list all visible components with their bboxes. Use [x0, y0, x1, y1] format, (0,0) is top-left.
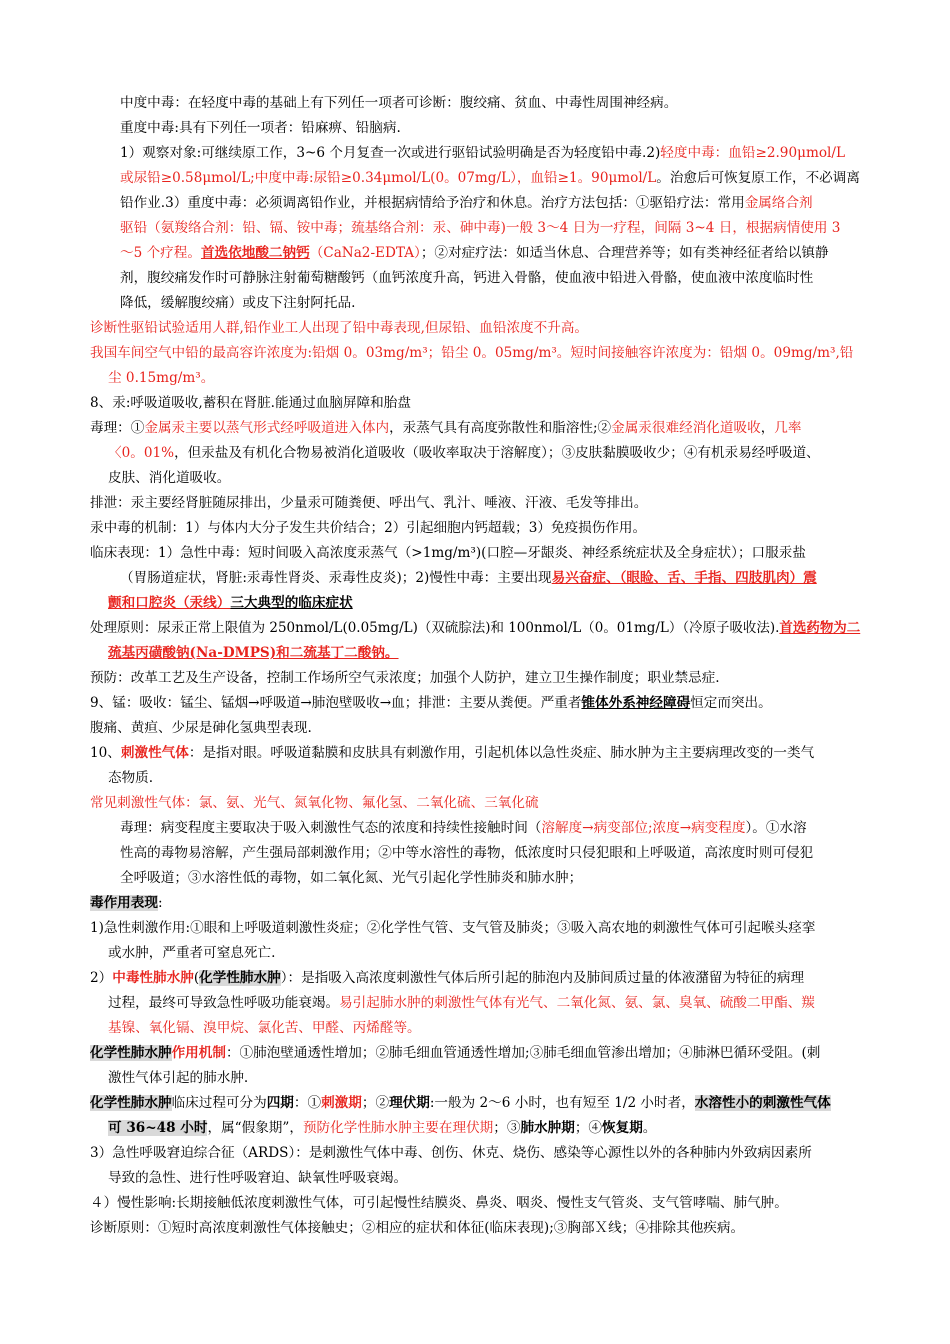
text-segment: 我国车间空气中铅的最高容许浓度为:铅烟 0。03mg/m³；铅尘 0。05mg/m³。短时间接触容许浓度为：铅烟 0。09mg/m³,铅	[90, 345, 854, 361]
text-line	[90, 894, 163, 912]
text-segment: 。治愈后可恢复原工作，不必调离	[656, 170, 860, 186]
text-segment: 激性气体引起的肺水肿.	[108, 1070, 249, 1086]
text-segment: 三大典型的临床症状	[230, 595, 353, 611]
text-segment: (	[193, 970, 200, 986]
text-segment: 9、锰：吸收：锰尘、锰烟→呼吸道→肺泡壁吸收→血；排泄：主要从粪便。严重者	[90, 695, 582, 711]
text-segment: 过程，最终可导致急性呼吸功能衰竭。	[108, 995, 340, 1011]
text-line	[120, 269, 813, 287]
text-line	[90, 694, 772, 712]
text-line	[120, 869, 582, 887]
text-segment: 刺激性气体	[120, 745, 189, 761]
text-segment: :	[157, 895, 163, 911]
text-segment: 降低，缓解腹绞痛）或皮下注射阿托品.	[120, 295, 356, 311]
text-segment: 尘 0.15mg/m³。	[108, 370, 215, 386]
text-segment: 基镍、氧化镉、溴甲烷、氯化苦、甲醛、丙烯醛等。	[108, 1020, 421, 1036]
text-segment: ：①肺泡壁通透性增加；②肺毛细血管通透性增加;③肺毛细血管渗出增加；④肺淋巴循环受阻。(刺	[225, 1045, 821, 1061]
text-segment: 恢复期	[602, 1120, 643, 1136]
text-line	[90, 619, 860, 637]
text-segment: 水溶性小的刺激性气体	[694, 1095, 831, 1111]
text-line	[120, 844, 813, 862]
text-segment: 导致的急性、进行性呼吸窘迫、缺氧性呼吸衰竭。	[108, 1170, 408, 1186]
text-segment: ，但汞盐及有机化合物易被消化道吸收（吸收率取决于溶解度）；③皮肤黏膜吸收少；④有机汞易经呼吸道、	[174, 445, 820, 461]
text-segment: 易兴奋症、（眼睑、舌、手指、四肢肌肉）震	[551, 570, 817, 586]
text-line	[108, 1169, 407, 1187]
text-segment: 剂，腹绞痛发作时可静脉注射葡萄糖酸钙（血钙浓度升高，钙进入骨骼，使血液中铅进入骨骼，使血液中浓度临时性	[120, 270, 814, 286]
text-segment: ；②对症疗法：如适当休息、合理营养等；如有类神经征者给以镇静	[420, 245, 829, 261]
text-segment: 皮肤、消化道吸收。	[108, 470, 231, 486]
text-segment: 排泄：汞主要经肾脏随尿排出，少量汞可随粪便、呼出气、乳汁、唾液、汗液、毛发等排出。	[90, 495, 648, 511]
text-segment: 诊断原则：①短时高浓度刺激性气体接触史；②相应的症状和体征(临床表现);③胸部Ｘ线；④排除其他疾病。	[90, 1220, 745, 1236]
text-segment: 常见刺激性气体：氯、氨、光气、氮氧化物、氟化氢、二氧化硫、三氧化硫	[90, 795, 539, 811]
text-segment: 临床表现：1）急性中毒：短时间吸入高浓度汞蒸气（>1mg/m³)(口腔—牙龈炎、神经系统症状及全身症状）；口服汞盐	[90, 545, 806, 561]
text-line	[120, 169, 860, 187]
text-segment: 。	[642, 1120, 657, 1136]
text-segment: 金属汞主要以蒸气形式经呼吸道进入体内	[144, 420, 390, 436]
text-segment: ：①	[293, 1095, 322, 1111]
text-line	[120, 94, 677, 112]
text-line	[120, 819, 807, 837]
text-line	[108, 369, 214, 387]
text-line	[90, 719, 312, 737]
text-segment: ）。①水溶	[745, 820, 807, 836]
text-segment: ：是指对眼。呼吸道黏膜和皮肤具有刺激作用，引起机体以急性炎症、肺水肿为主主要病理改变的一类气	[188, 745, 815, 761]
text-segment: 2）	[90, 970, 113, 986]
text-line	[120, 194, 813, 212]
text-segment: 诊断性驱铅试验适用人群,铅作业工人出现了铅中毒表现,但尿铅、血铅浓度不升高。	[90, 320, 589, 336]
text-line	[120, 569, 817, 587]
text-line	[90, 394, 411, 412]
text-line	[90, 544, 806, 562]
text-segment: 化学性肺水肿	[90, 1045, 172, 1061]
text-segment: ４）慢性影响:长期接触低浓度刺激性气体，可引起慢性结膜炎、鼻炎、咽炎、慢性支气管炎、支气管哮喘、肺气肿。	[90, 1195, 788, 1211]
text-segment: 肺水肿期	[520, 1120, 575, 1136]
text-segment: ～5 个疗程。	[120, 245, 201, 261]
text-segment: 重度中毒:具有下列任一项者：铅麻痹、铅脑病.	[120, 120, 401, 136]
text-segment: ，属“假象期”，	[207, 1120, 303, 1136]
text-segment: ；②	[361, 1095, 390, 1111]
text-segment: 四期	[266, 1095, 294, 1111]
text-line	[90, 1219, 744, 1237]
text-segment: ，	[760, 420, 775, 436]
text-segment: 毒理：病变程度主要取决于吸入刺激性气态的浓度和持续性接触时间（	[120, 820, 542, 836]
text-line	[90, 1194, 788, 1212]
text-line	[90, 1044, 820, 1062]
text-line	[90, 919, 815, 937]
text-segment: 处理原则：尿汞正常上限值为 250nmol/L(0.05mg/L)（双硫腙法)和 100nmol/L（0。01mg/L）（冷原子吸收法).	[90, 620, 780, 636]
text-segment: 毒理：①	[90, 420, 145, 436]
text-segment: 化学性肺水肿	[90, 1095, 172, 1111]
text-segment: 中毒性肺水肿	[112, 970, 194, 986]
text-segment: （胃肠道症状，肾脏:汞毒性肾炎、汞毒性皮炎)；2)慢性中毒：主要出现	[120, 570, 552, 586]
text-line	[90, 319, 588, 337]
text-segment: 作用机制	[171, 1045, 226, 1061]
text-line	[108, 469, 230, 487]
text-segment: :一般为 2～6 小时，也有短至 1/2 小时者，	[429, 1095, 695, 1111]
text-segment: 1）观察对象:可继续原工作，3~6 个月复查一次或进行驱铅试验明确是否为轻度铅中毒.2)	[120, 145, 661, 161]
text-segment: 刺激期	[321, 1095, 362, 1111]
text-segment: 8、汞:呼吸道吸收,蓄积在肾脏.能通过血脑屏障和胎盘	[90, 395, 411, 411]
text-segment: ）：是指吸入高浓度刺激性气体后所引起的肺泡内及肺间质过量的体液潴留为特征的病理	[280, 970, 805, 986]
text-line	[120, 294, 355, 312]
text-line	[108, 1119, 656, 1137]
text-line	[120, 119, 401, 137]
text-segment: 毒作用表现	[90, 895, 158, 911]
text-line	[108, 994, 815, 1012]
text-segment: 预防：改革工艺及生产设备，控制工作场所空气汞浓度；加强个人防护，建立卫生操作制度；职业禁忌症.	[90, 670, 720, 686]
text-segment: 轻度中毒：血铅≥2.90μmol/L	[660, 145, 845, 161]
text-segment: 锥体外系神经障碍	[581, 695, 691, 711]
text-segment: ；④	[574, 1120, 603, 1136]
text-segment: 或水肿，严重者可窒息死亡.	[108, 945, 276, 961]
text-segment: 易引起肺水肿的刺激性气体有光气、二氧化氮、氨、氯、臭氧、硫酸二甲酯、羰	[339, 995, 815, 1011]
text-segment: 理伏期	[389, 1095, 430, 1111]
text-line	[90, 744, 814, 762]
text-line	[90, 494, 647, 512]
text-line	[90, 1094, 831, 1112]
text-line	[108, 769, 153, 787]
text-segment: 3）急性呼吸窘迫综合征（ARDS）：是刺激性气体中毒、创伤、休克、烧伤、感染等心源性以外的各种肺内外致病因素所	[90, 1145, 812, 1161]
text-line	[90, 794, 539, 812]
text-line	[120, 244, 829, 262]
text-line	[108, 1069, 248, 1087]
text-segment: 全呼吸道；③水溶性低的毒物，如二氧化氮、光气引起化学性肺炎和肺水肿；	[120, 870, 583, 886]
text-segment: 恒定而突出。	[690, 695, 772, 711]
text-segment: 中度中毒：在轻度中毒的基础上有下列任一项者可诊断：腹绞痛、贫血、中毒性周围神经病。	[120, 95, 678, 111]
text-line	[108, 1019, 421, 1037]
text-line	[90, 1144, 812, 1162]
text-line	[120, 144, 845, 162]
text-line	[90, 669, 720, 687]
text-segment: 或尿铅≥0.58μmol/L;中度中毒:尿铅≥0.34μmol/L(0。07mg/L），血铅≥1。90μmol/L	[120, 170, 657, 186]
text-segment: 1)急性刺激作用:①眼和上呼吸道刺激性炎症；②化学性气管、支气管及肺炎；③吸入高农地的刺激性气体可引起喉头痉挛	[90, 920, 816, 936]
text-segment: 巯基丙磺酸钠(Na-DMPS)和二巯基丁二酸钠。	[108, 645, 399, 661]
text-segment: 溶解度→病变部位;浓度→病变程度	[541, 820, 746, 836]
text-segment: 驱铅（氨羧络合剂：铅、镉、铵中毒；巯基络合剂：汞、砷中毒)一般 3～4 日为一疗程，间隔 3~4 日，根据病情使用 3	[120, 220, 841, 236]
text-segment: 性高的毒物易溶解，产生强局部刺激作用；②中等水溶性的毒物，低浓度时只侵犯眼和上呼吸道，高浓度时则可侵犯	[120, 845, 814, 861]
text-segment: 金属络合剂	[744, 195, 813, 211]
text-line	[108, 944, 275, 962]
text-segment: 颤和口腔炎（汞线）	[108, 595, 231, 611]
text-segment: 几率	[774, 420, 802, 436]
text-segment: 临床过程可分为	[171, 1095, 267, 1111]
text-segment: 铅作业.3）重度中毒：必须调离铅作业，并根据病情给予治疗和休息。治疗方法包括：①驱铅疗法：常用	[120, 195, 745, 211]
text-segment: 〈0。01%	[108, 445, 175, 461]
text-segment: 首选药物为二	[779, 620, 861, 636]
text-segment: 可 36~48 小时	[108, 1120, 208, 1136]
text-segment: ，汞蒸气具有高度弥散性和脂溶性;②	[389, 420, 612, 436]
text-segment: 腹痛、黄疸、少尿是砷化氢典型表现.	[90, 720, 312, 736]
text-line	[90, 344, 853, 362]
text-segment: （CaNa2-EDTA）	[309, 245, 421, 261]
text-segment: 态物质.	[108, 770, 154, 786]
text-line	[120, 219, 840, 237]
text-segment: 汞中毒的机制：1）与体内大分子发生共价结合；2）引起细胞内钙超载；3）免疫损伤作用。	[90, 520, 647, 536]
text-segment: 10、	[90, 745, 121, 761]
text-line	[90, 519, 646, 537]
text-segment: 化学性肺水肿	[199, 970, 281, 986]
text-segment: 金属汞很难经消化道吸收	[611, 420, 761, 436]
text-segment: 首选依地酸二钠钙	[200, 245, 310, 261]
text-line	[108, 644, 399, 662]
text-line	[108, 444, 820, 462]
text-segment: 预防化学性肺水肿主要在理伏期	[302, 1120, 494, 1136]
text-line	[90, 969, 804, 987]
text-line	[108, 594, 353, 612]
text-segment: ；③	[493, 1120, 521, 1136]
text-line	[90, 419, 801, 437]
